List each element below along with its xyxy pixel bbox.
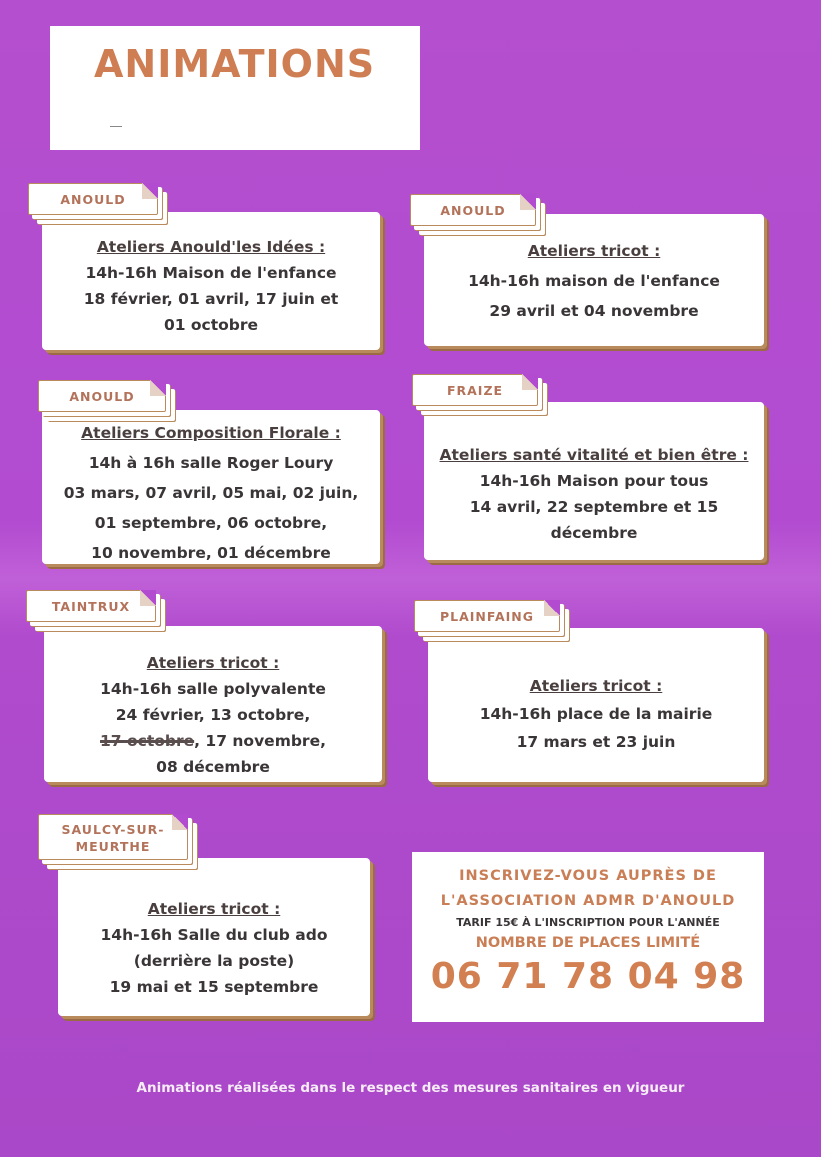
activity-heading: Ateliers tricot : (147, 900, 281, 918)
activity-line: 14h-16h maison de l'enfance (468, 272, 720, 290)
corner-fold-icon (544, 600, 560, 616)
activity-line: 29 avril et 04 novembre (489, 302, 699, 320)
activity-card (42, 410, 380, 564)
activity-line: 03 mars, 07 avril, 05 mai, 02 juin, (63, 484, 359, 502)
footer-note: Animations réalisées dans le respect des mesures sanitaires en vigueur (136, 1080, 685, 1096)
activity-line: 18 février, 01 avril, 17 juin et (83, 290, 339, 308)
activity-line: 14h-16h Salle du club ado (100, 926, 328, 944)
divider (110, 126, 122, 127)
activity-heading: Ateliers Anould'les Idées : (96, 238, 326, 256)
activity-line: 17 mars et 23 juin (516, 733, 676, 751)
activity-line: 14 avril, 22 septembre et 15 (469, 498, 719, 516)
location-tag-label: MEURTHE (75, 839, 151, 854)
location-tag-label: FRAIZE (446, 383, 504, 398)
activity-heading: Ateliers santé vitalité et bien être : (439, 446, 749, 464)
location-tag (38, 380, 166, 412)
registration-line: INSCRIVEZ-VOUS AUPRÈS DE (459, 868, 717, 884)
tarif-text: TARIF 15€ À L'INSCRIPTION POUR L'ANNÉE (456, 916, 720, 929)
activity-line (44, 728, 382, 754)
activity-line-part: , 17 novembre, (194, 732, 326, 750)
activity-line: 14h-16h salle polyvalente (100, 680, 326, 698)
activity-line: 19 mai et 15 septembre (109, 978, 319, 996)
activity-line: 01 octobre (163, 316, 259, 334)
limited-places-text: NOMBRE DE PLACES LIMITÉ (475, 935, 701, 951)
location-tag (38, 814, 188, 860)
location-tag-label: TAINTRUX (51, 599, 131, 614)
activity-line: 24 février, 13 octobre, (115, 706, 311, 724)
activity-line: 08 décembre (156, 758, 270, 776)
registration-box (412, 852, 764, 1022)
location-tag-label: SAULCY-SUR- (61, 822, 165, 837)
activity-card (44, 626, 382, 782)
activity-card (424, 214, 764, 346)
crossed-out-date: 17 octobre (100, 732, 195, 750)
registration-line: L'ASSOCIATION ADMR D'ANOULD (440, 893, 736, 909)
corner-fold-icon (522, 374, 538, 390)
activity-line: 14h-16h place de la mairie (479, 705, 713, 723)
activity-line: 14h à 16h salle Roger Loury (88, 454, 334, 472)
page-title: ANIMATIONS (94, 42, 376, 86)
activity-line: 14h-16h Maison pour tous (479, 472, 709, 490)
location-tag (26, 590, 156, 622)
corner-fold-icon (140, 590, 156, 606)
location-tag (28, 183, 158, 215)
activity-card (428, 628, 764, 782)
activity-card (42, 212, 380, 350)
location-tag-label: ANOULD (440, 203, 506, 218)
activity-heading: Ateliers tricot : (529, 677, 663, 695)
location-tag-label: ANOULD (69, 389, 135, 404)
title-box (50, 26, 420, 150)
activity-heading: Ateliers tricot : (146, 654, 280, 672)
phone-number: 06 71 78 04 98 (430, 956, 746, 997)
activity-line: 01 septembre, 06 octobre, (94, 514, 328, 532)
corner-fold-icon (142, 183, 158, 199)
activity-card (424, 402, 764, 560)
activity-card (58, 858, 370, 1016)
location-tag-label: PLAINFAING (439, 609, 535, 624)
corner-fold-icon (172, 814, 188, 830)
corner-fold-icon (520, 194, 536, 210)
activity-line: 14h-16h Maison de l'enfance (85, 264, 337, 282)
activity-line: décembre (550, 524, 638, 542)
location-tag-label: ANOULD (60, 192, 126, 207)
activity-heading: Ateliers Composition Florale : (81, 424, 341, 442)
activity-heading: Ateliers tricot : (527, 242, 661, 260)
location-tag (410, 194, 536, 226)
location-tag (412, 374, 538, 406)
location-tag (414, 600, 560, 632)
activity-line: (derrière la poste) (133, 952, 295, 970)
corner-fold-icon (150, 380, 166, 396)
activity-line: 10 novembre, 01 décembre (91, 544, 331, 562)
